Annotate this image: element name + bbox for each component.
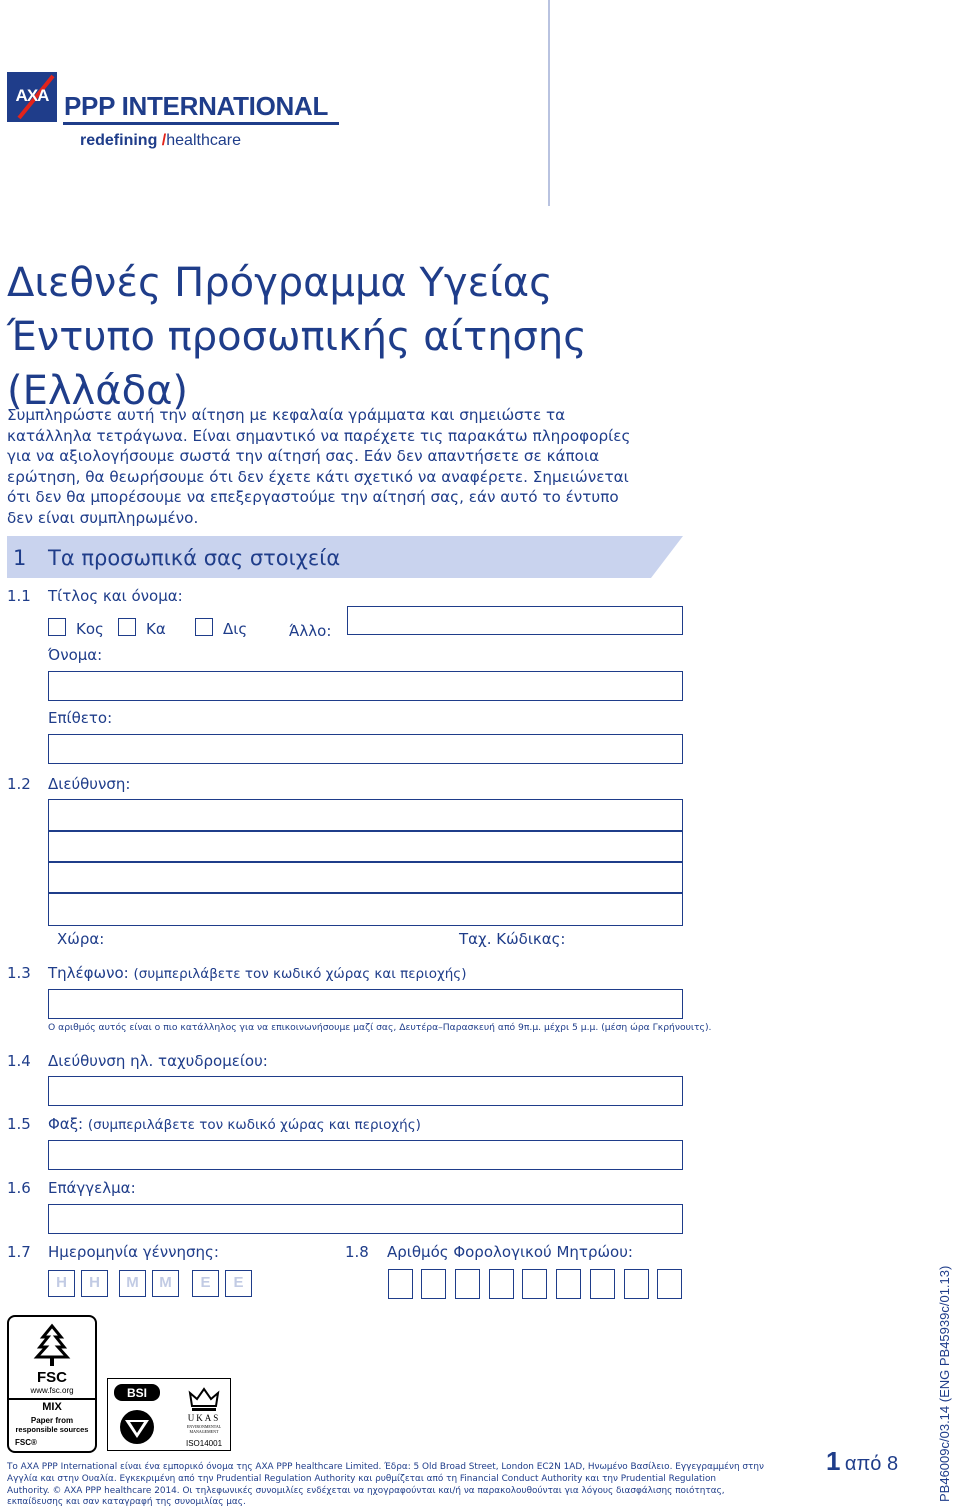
footer-legal — [7, 1462, 764, 1509]
fax-label: Φαξ: — [48, 1115, 84, 1133]
tax-id-digit[interactable] — [388, 1269, 413, 1299]
surname-label: Επίθετο: — [48, 709, 113, 727]
legal-line: Το AXA PPP International είναι ένα εμπορικό όνομα της AXA PPP healthcare Limited. Έδρα: 5 Old Broad Street, London EC2N 1AD, Ηνωμένο Βασίλειο. Εγγεγραμμένη στην — [7, 1462, 764, 1472]
fsc-name: FSC — [37, 1369, 67, 1386]
title-option-mrs: Κα — [146, 620, 166, 638]
dob-day-2[interactable]: Η — [81, 1270, 108, 1297]
title-option-mr: Κος — [76, 620, 104, 638]
q1-2-label: Διεύθυνση: — [48, 775, 131, 793]
dob-month-2[interactable]: Μ — [152, 1270, 179, 1297]
email-label: Διεύθυνση ηλ. ταχυδρομείου: — [48, 1052, 268, 1070]
intro-line: ερώτηση, θα θεωρήσουμε ότι δεν έχετε κάτι σχετικό να αναφέρετε. Σημειώνεται — [7, 467, 629, 486]
fsc-url: www.fsc.org — [30, 1386, 74, 1395]
q1-7-number: 1.7 — [7, 1243, 31, 1261]
ukas-crown-icon — [186, 1384, 222, 1414]
title-checkbox-mr[interactable] — [48, 618, 66, 636]
occupation-input[interactable] — [48, 1204, 683, 1234]
tax-id-digit[interactable] — [455, 1269, 480, 1299]
fax-hint: (συμπεριλάβετε τον κωδικό χώρας και περιοχής) — [87, 1117, 421, 1133]
title-checkbox-mrs[interactable] — [118, 618, 136, 636]
fsc-certification — [7, 1315, 97, 1453]
q1-4-number: 1.4 — [7, 1052, 31, 1070]
axa-logo — [7, 72, 57, 122]
intro-line: για να αξιολογήσουμε σωστά την αίτησή σας. Εάν δεν απαντήσετε σε κάποια — [7, 447, 600, 466]
document-code: PB46009c/03.14 (ENG PB45939c/01.13) — [937, 1265, 952, 1502]
address-line-divider — [49, 830, 682, 832]
header-divider — [548, 0, 550, 206]
fsc-text-1: Paper from — [30, 1416, 74, 1425]
intro-text — [7, 405, 630, 529]
tax-id-digit[interactable] — [590, 1269, 615, 1299]
fsc-rule — [9, 1398, 95, 1400]
title-line-1: Διεθνές Πρόγραμμα Υγείας — [7, 260, 553, 306]
fsc-text-2: responsible sources — [15, 1425, 89, 1434]
q1-3-label — [48, 964, 467, 982]
intro-line: Συμπληρώστε αυτή την αίτηση με κεφαλαία γράμματα και σημειώστε τα — [7, 406, 566, 424]
bsi-kitemark-icon — [111, 1382, 171, 1448]
legal-line: Authority. © AXA PPP healthcare 2014. Οι τηλεφωνικές συνομιλίες ενδέχεται να ηχογραφούνται και/ή να παρακολουθούνται για λόγους διασφάλισης ποιότητας, — [7, 1485, 725, 1496]
section-title: Τα προσωπικά σας στοιχεία — [48, 546, 341, 570]
page-current: 1 — [826, 1446, 841, 1476]
surname-input[interactable] — [48, 734, 683, 764]
address-input-block[interactable] — [48, 799, 683, 948]
ukas-name: UKAS — [187, 1413, 221, 1423]
axa-logo-text: AXA — [15, 86, 49, 105]
email-input[interactable] — [48, 1076, 683, 1106]
iso-label: ISO14001 — [185, 1439, 223, 1448]
first-name-label: Όνομα: — [48, 646, 103, 664]
phone-hint: (συμπεριλάβετε τον κωδικό χώρας και περιοχής) — [133, 966, 467, 982]
title-option-miss: Δις — [223, 620, 248, 638]
dob-year-2[interactable]: Ε — [225, 1270, 252, 1297]
dob-month-1[interactable]: Μ — [119, 1270, 146, 1297]
q1-1-number: 1.1 — [7, 587, 31, 605]
q1-8-number: 1.8 — [345, 1243, 369, 1261]
country-label: Χώρα: — [57, 930, 105, 948]
bsi-certification — [107, 1378, 231, 1451]
title-line-2: Έντυπο προσωπικής αίτησης — [7, 314, 587, 360]
svg-text:BSI: BSI — [126, 1386, 148, 1400]
address-line-divider — [49, 861, 682, 863]
brand-name: PPP INTERNATIONAL — [64, 91, 329, 121]
first-name-input[interactable] — [48, 671, 683, 701]
dob-year-1[interactable]: Ε — [192, 1270, 219, 1297]
intro-line: δεν είναι συμπληρωμένο. — [7, 508, 199, 527]
tax-id-digit[interactable] — [489, 1269, 514, 1299]
other-title-label: Άλλο: — [289, 622, 332, 640]
intro-line: κατάλληλα τετράγωνα. Είναι σημαντικό να παρέχετε τις παρακάτω πληροφορίες — [7, 426, 631, 445]
q1-3-number: 1.3 — [7, 964, 31, 982]
tax-id-digit[interactable] — [522, 1269, 547, 1299]
tax-id-digit[interactable] — [421, 1269, 446, 1299]
tagline-bold: redefining — [80, 132, 158, 149]
q1-6-number: 1.6 — [7, 1179, 31, 1197]
tax-id-digit[interactable] — [556, 1269, 581, 1299]
tagline-light: healthcare — [166, 132, 241, 149]
brand-tagline — [80, 132, 241, 150]
q1-5-number: 1.5 — [7, 1115, 31, 1133]
brand-underline — [63, 122, 339, 125]
phone-note: Ο αριθμός αυτός είναι ο πιο κατάλληλος για να επικοινωνήσουμε μαζί σας, Δευτέρα–Παρασκευή από 9π.μ. μέχρι 5 μ.μ. (μέση ώρα Γκρήνουιτς). — [48, 1022, 712, 1033]
q1-1-label: Τίτλος και όνομα: — [48, 587, 183, 605]
tagline-slash: / — [161, 132, 167, 149]
occupation-label: Επάγγελμα: — [48, 1179, 136, 1197]
title-checkbox-miss[interactable] — [195, 618, 213, 636]
address-line-divider — [49, 892, 682, 894]
page-total: από 8 — [844, 1453, 899, 1475]
phone-input[interactable] — [48, 989, 683, 1019]
intro-line: ότι δεν θα μπορέσουμε να επεξεργαστούμε την αίτησή σας, εάν αυτό το έντυπο — [7, 488, 619, 507]
tax-id-label: Αριθμός Φορολογικού Μητρώου: — [387, 1243, 633, 1261]
dob-day-1[interactable]: Η — [48, 1270, 75, 1297]
page-title — [7, 256, 587, 418]
phone-label: Τηλέφωνο: — [48, 964, 129, 982]
dob-label: Ημερομηνία γέννησης: — [48, 1243, 219, 1261]
fsc-tree-icon — [27, 1323, 77, 1369]
tax-id-digit[interactable] — [657, 1269, 682, 1299]
q1-2-number: 1.2 — [7, 775, 31, 793]
q1-5-label — [48, 1115, 421, 1133]
legal-line: Αγγλία και στην Ουαλία. Εγκεκριμένη από την Prudential Regulation Authority και ρυθμίζεται από τη Financial Conduct Authority και την Prudential Regulation — [7, 1473, 717, 1484]
fsc-mark: FSC® — [15, 1438, 37, 1447]
legal-line: εκπαίδευσης και σαν καταγραφή της συνομιλίας μας. — [7, 1497, 246, 1508]
postcode-label: Ταχ. Κώδικας: — [459, 930, 566, 948]
tax-id-digit[interactable] — [624, 1269, 649, 1299]
other-title-input[interactable] — [347, 606, 683, 635]
page-number — [826, 1446, 898, 1477]
section-number: 1 — [13, 546, 27, 570]
fsc-mix: MIX — [42, 1401, 62, 1413]
title-line-3: (Ελλάδα) — [7, 368, 189, 414]
fax-input[interactable] — [48, 1140, 683, 1170]
ukas-sub: ENVIRONMENTAL MANAGEMENT — [186, 1424, 222, 1434]
